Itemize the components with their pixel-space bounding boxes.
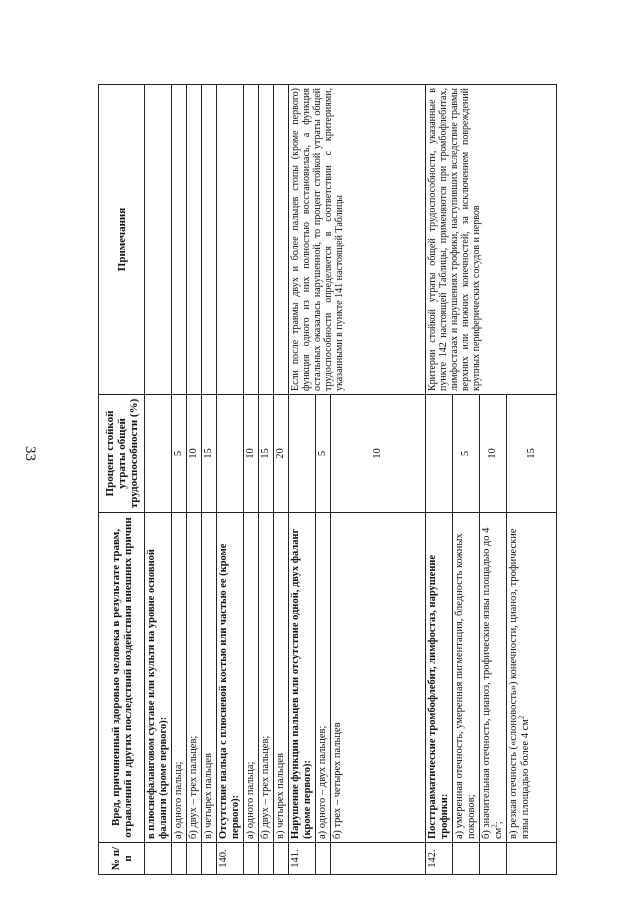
table-row (274, 85, 289, 875)
percent-cell: 10 (331, 395, 426, 513)
row-text: в) четырех пальцев (202, 513, 217, 843)
row-text: б) двух – трех пальцев; (187, 513, 202, 843)
row-number: 141. (289, 843, 316, 875)
rotated-table-container (98, 85, 553, 875)
table-row (217, 85, 244, 875)
note-cell: Критерии стойкой утраты общей трудоспособности, указанные в пункте 142 настоящей Таблицы, применяются при тромбофлебитах, лимфостазах и нарушениях трофики, наступивших вследствие травмы верхних или нижних конечностей, за исключением повреждений крупных периферических сосудов и нервов (426, 85, 557, 395)
row-text: б) трех – четырех пальцев (331, 513, 426, 843)
section-title: Посттравматические тромбофлебит, лимфостаз, нарушение трофики: (426, 513, 453, 843)
percent-cell: 5 (316, 395, 331, 513)
section-title: Нарушение функции пальцев или отсутствие одной, двух фаланг (кроме первого): (289, 513, 316, 843)
injury-table (98, 84, 557, 875)
percent-cell: 10 (480, 395, 507, 513)
table-row (202, 85, 217, 875)
section-title: в плюснефаланговом суставе или культя на уровне основной фаланги (кроме первого): (145, 513, 172, 843)
percent-cell: 15 (202, 395, 217, 513)
row-text: б) значительная отечность, цианоз, трофические язвы площадью до 4 $см^2$; (480, 513, 507, 843)
percent-cell: 5 (172, 395, 187, 513)
percent-cell: 20 (274, 395, 289, 513)
table-row (187, 85, 202, 875)
row-number: 142. (426, 843, 453, 875)
table-header-row (99, 85, 145, 875)
percent-cell: 10 (187, 395, 202, 513)
row-number: 140. (217, 843, 244, 875)
header-percent: Процент стойкой утраты общей трудоспособности (%) (99, 395, 145, 513)
header-number: № п/п (99, 843, 145, 875)
page-number: 33 (22, 446, 38, 461)
percent-cell: 5 (453, 395, 480, 513)
row-text: а) одного – двух пальцев; (316, 513, 331, 843)
row-text: а) одного пальца; (172, 513, 187, 843)
row-number (145, 843, 172, 875)
percent-cell (145, 395, 172, 513)
row-text: в) резкая отечность («слоновость») конечности, цианоз, трофические язвы площадью более 4 $см^2$ (507, 513, 557, 843)
header-harm: Вред, причиненный здоровью человека в результате травм, отравлений и других последствий воздействия внешних причин (99, 513, 145, 843)
note-cell (145, 85, 172, 395)
table-row (426, 85, 453, 875)
table-row (289, 85, 316, 875)
table-row (145, 85, 172, 875)
row-text: б) двух – трех пальцев; (259, 513, 274, 843)
header-notes: Примечания (99, 85, 145, 395)
table-row (244, 85, 259, 875)
section-title: Отсутствие пальца с плюсневой костью или частью ее (кроме первого): (217, 513, 244, 843)
table-row (172, 85, 187, 875)
percent-cell: 15 (507, 395, 557, 513)
percent-cell: 10 (244, 395, 259, 513)
note-cell: Если после травмы двух и более пальцев стопы (кроме первого) функция одного из них полностью восстановилась, а функция остальных оказалась нарушенной, то процент стойкой утраты общей трудоспособности определяется в соответствии с критериями, указанными в пункте 141 настоящей Таблицы (289, 85, 426, 395)
table-row (259, 85, 274, 875)
row-text: в) четырех пальцев (274, 513, 289, 843)
row-text: а) умеренная отечность, умеренная пигментация, бледность кожных покровов; (453, 513, 480, 843)
row-text: а) одного пальца; (244, 513, 259, 843)
percent-cell: 15 (259, 395, 274, 513)
